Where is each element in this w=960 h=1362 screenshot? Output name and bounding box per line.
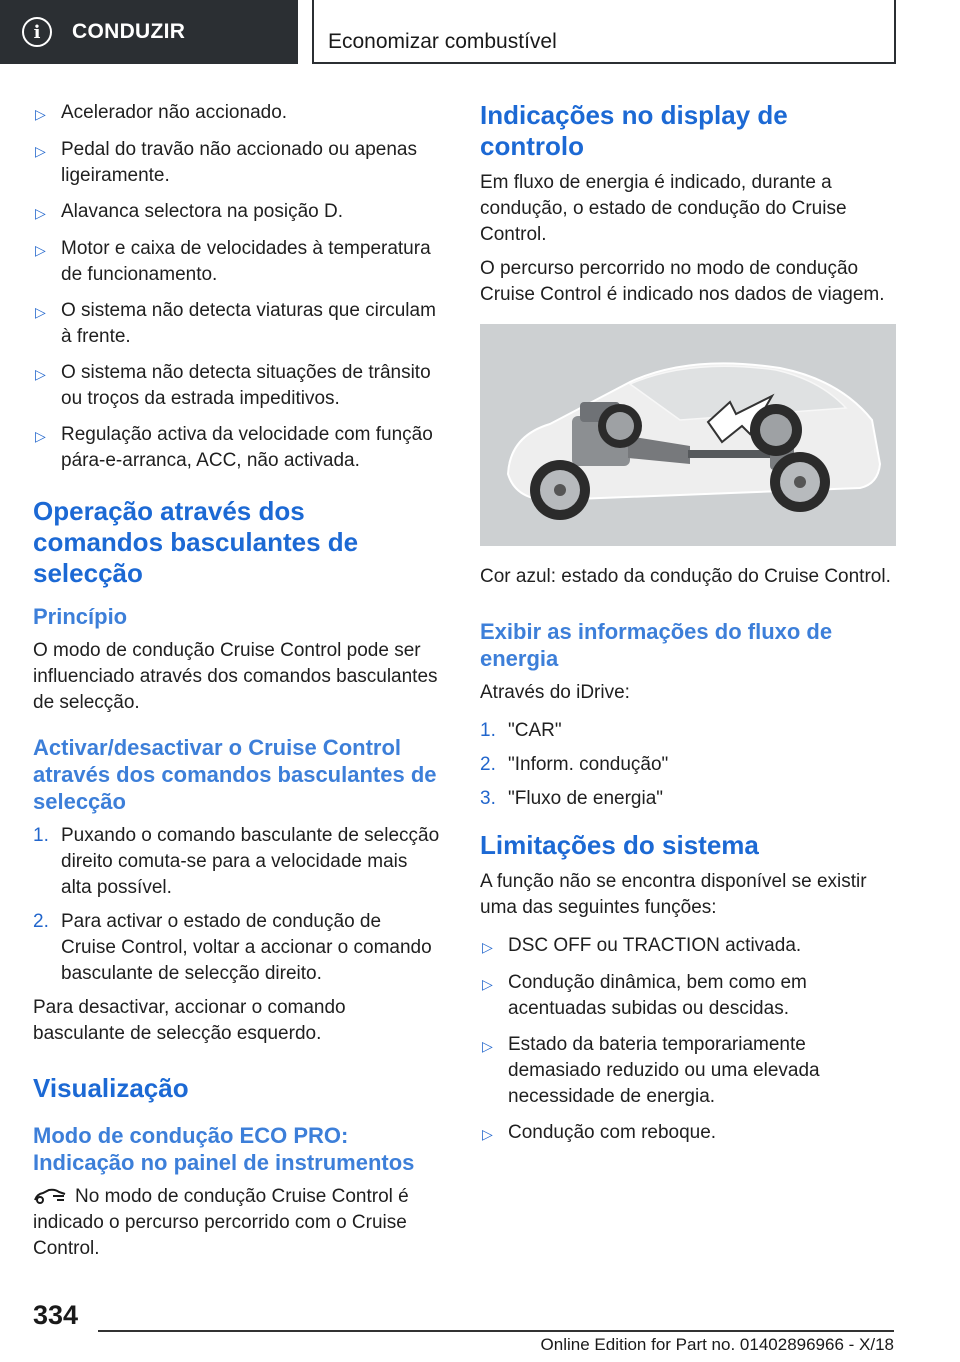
header-section-tab — [0, 0, 298, 64]
car-illustration — [480, 324, 896, 546]
heading-visualizacao: Visualização — [33, 1073, 189, 1103]
triangle-bullet-icon: ▷ — [482, 976, 493, 992]
paragraph-limitacoes: A função não se encontra disponível se existir uma das seguintes funções: — [480, 871, 867, 918]
triangle-bullet-icon: ▷ — [35, 143, 46, 159]
heading-principio: Princípio — [33, 604, 128, 629]
triangle-bullet-icon: ▷ — [35, 242, 46, 258]
page-title: Economizar combustível — [328, 30, 557, 53]
right-column — [480, 100, 898, 1157]
page-number: 334 — [33, 1300, 79, 1330]
heading-limitacoes: Limitações do sistema — [480, 830, 759, 860]
list-item: ▷ Estado da bateria temporariamente demasiado reduzido ou uma elevada necessidade de energia. — [480, 1032, 898, 1110]
triangle-bullet-icon: ▷ — [482, 1126, 493, 1142]
heading-exibir: Exibir as informações do fluxo de energia — [480, 619, 833, 671]
paragraph-fluxo: Em fluxo de energia é indicado, durante a condução, o estado de condução do Cruise Control. — [480, 172, 847, 245]
list-item: ▷ Condução com reboque. — [480, 1120, 898, 1147]
triangle-bullet-icon: ▷ — [35, 304, 46, 320]
paragraph-idrive: Através do iDrive: — [480, 682, 630, 703]
car-drivetrain-image — [480, 324, 896, 546]
triangle-bullet-icon: ▷ — [482, 1038, 493, 1054]
list-item: ▷ O sistema não detecta situações de trânsito ou troços da estrada impeditivos. — [33, 360, 441, 412]
idrive-steps — [480, 718, 898, 812]
heading-activar: Activar/desactivar o Cruise Control através dos comandos basculantes de selecção — [33, 735, 437, 814]
paragraph-eco: No modo de condução Cruise Control é indicado o percurso percorrido com o Cruise Control. — [33, 1186, 409, 1259]
triangle-bullet-icon: ▷ — [35, 366, 46, 382]
list-item: ▷ Pedal do travão não accionado ou apenas ligeiramente. — [33, 137, 441, 189]
heading-operacao: Operação através dos comandos basculantes de selecção — [33, 496, 359, 588]
heading-indicacoes: Indicações no display de controlo — [480, 100, 788, 161]
triangle-bullet-icon: ▷ — [482, 939, 493, 955]
triangle-bullet-icon: ▷ — [35, 205, 46, 221]
list-item: ▷ Regulação activa da velocidade com função pára-e-arranca, ACC, não activada. — [33, 422, 441, 474]
triangle-bullet-icon: ▷ — [35, 106, 46, 122]
list-item: ▷ O sistema não detecta viaturas que circulam à frente. — [33, 298, 441, 350]
paragraph-principio: O modo de condução Cruise Control pode ser influenciado através dos comandos basculantes de selecção. — [33, 640, 438, 713]
list-item: ▷ Motor e caixa de velocidades à temperatura de funcionamento. — [33, 236, 441, 288]
info-icon: i — [22, 17, 52, 47]
list-item: ▷ Acelerador não accionado. — [33, 100, 441, 127]
heading-eco-pro: Modo de condução ECO PRO: Indicação no painel de instrumentos — [33, 1123, 415, 1175]
list-item: 1. Puxando o comando basculante de selecção direito comuta-se para a velocidade mais alta possível. — [33, 825, 440, 898]
conditions-list — [33, 100, 441, 474]
list-item: ▷ DSC OFF ou TRACTION activada. — [480, 933, 898, 960]
paragraph-percurso: O percurso percorrido no modo de condução Cruise Control é indicado nos dados de viagem. — [480, 258, 885, 305]
left-column — [33, 100, 441, 1270]
footer-edition: Online Edition for Part no. 01402896966 - X/18 — [540, 1335, 894, 1354]
limitations-list — [480, 933, 898, 1147]
list-item: 2. "Inform. condução" — [480, 754, 669, 775]
section-label: CONDUZIR — [72, 20, 186, 43]
triangle-bullet-icon: ▷ — [35, 428, 46, 444]
footer-divider — [98, 1330, 894, 1332]
list-item: 2. Para activar o estado de condução de Cruise Control, voltar a accionar o comando basculante de selecção direito. — [33, 911, 432, 984]
list-item: 3. "Fluxo de energia" — [480, 788, 664, 809]
list-item: ▷ Alavanca selectora na posição D. — [33, 199, 441, 226]
paragraph-desactivar: Para desactivar, accionar o comando basculante de selecção esquerdo. — [33, 997, 346, 1044]
list-item: ▷ Condução dinâmica, bem como em acentuadas subidas ou descidas. — [480, 970, 898, 1022]
list-item: 1. "CAR" — [480, 720, 562, 741]
header-title-box — [312, 0, 896, 64]
figure-caption: Cor azul: estado da condução do Cruise Control. — [480, 566, 891, 587]
cruise-car-icon — [33, 1186, 67, 1204]
activation-steps — [33, 823, 441, 987]
